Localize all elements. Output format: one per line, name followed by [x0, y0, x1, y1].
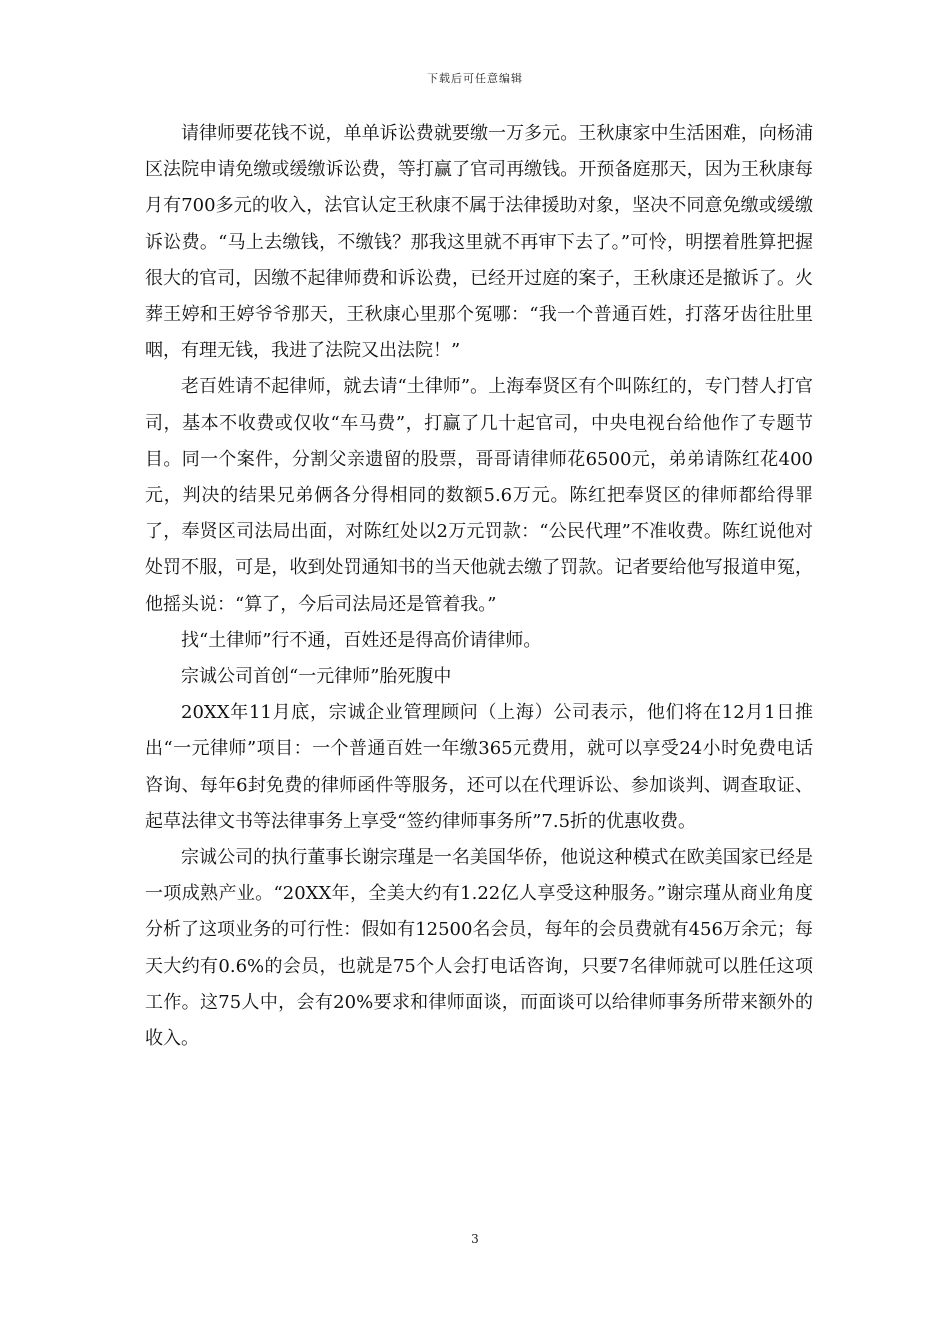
- body-paragraph: 老百姓请不起律师，就去请“土律师”。上海奉贤区有个叫陈红的，专门替人打官司，基本不收费或仅收“车马费”，打赢了几十起官司，中央电视台给他作了专题节目。同一个案件，分割父亲遗留的股票，哥哥请律师花6500元，弟弟请陈红花400元，判决的结果兄弟俩各分得相同的数额5.6万元。陈红把奉贤区的律师都给得罪了，奉贤区司法局出面，对陈红处以2万元罚款：“公民代理”不准收费。陈红说他对处罚不服，可是，收到处罚通知书的当天他就去缴了罚款。记者要给他写报道申冤，他摇头说：“算了，今后司法局还是管着我。”: [145, 376, 813, 615]
- body-paragraph: 请律师要花钱不说，单单诉讼费就要缴一万多元。王秋康家中生活困难，向杨浦区法院申请免缴或缓缴诉讼费，等打赢了官司再缴钱。开预备庭那天，因为王秋康每月有700多元的收入，法官认定王秋康不属于法律援助对象，坚决不同意免缴或缓缴诉讼费。“马上去缴钱，不缴钱？那我这里就不再审下去了。”可怜，明摆着胜算把握很大的官司，因缴不起律师费和诉讼费，已经开过庭的案子，王秋康还是撤诉了。火葬王婷和王婷爷爷那天，王秋康心里那个冤哪：“我一个普通百姓，打落牙齿往肚里咽，有理无钱，我进了法院又出法院！”: [145, 123, 813, 362]
- page-header: 下载后可任意编辑: [427, 72, 523, 85]
- body-paragraph: 宗诚公司的执行董事长谢宗瑾是一名美国华侨，他说这种模式在欧美国家已经是一项成熟产业。“20XX年，全美大约有1.22亿人享受这种服务。”谢宗瑾从商业角度分析了这项业务的可行性：假如有12500名会员，每年的会员费就有456万余元；每天大约有0.6%的会员，也就是75个人会打电话咨询，只要7名律师就可以胜任这项工作。这75人中，会有20%要求和律师面谈，而面谈可以给律师事务所带来额外的收入。: [145, 847, 813, 1050]
- body-paragraph: 20XX年11月底，宗诚企业管理顾问（上海）公司表示，他们将在12月1日推出“一元律师”项目：一个普通百姓一年缴365元费用，就可以享受24小时免费电话咨询、每年6封免费的律师函件等服务，还可以在代理诉讼、参加谈判、调查取证、起草法律文书等法律事务上享受“签约律师事务所”7.5折的优惠收费。: [145, 702, 813, 832]
- document-body: [145, 116, 813, 1057]
- section-heading: 宗诚公司首创“一元律师”胎死腹中: [181, 666, 452, 688]
- page-number: 3: [471, 1232, 479, 1246]
- body-paragraph: 找“土律师”行不通，百姓还是得高价请律师。: [181, 629, 542, 651]
